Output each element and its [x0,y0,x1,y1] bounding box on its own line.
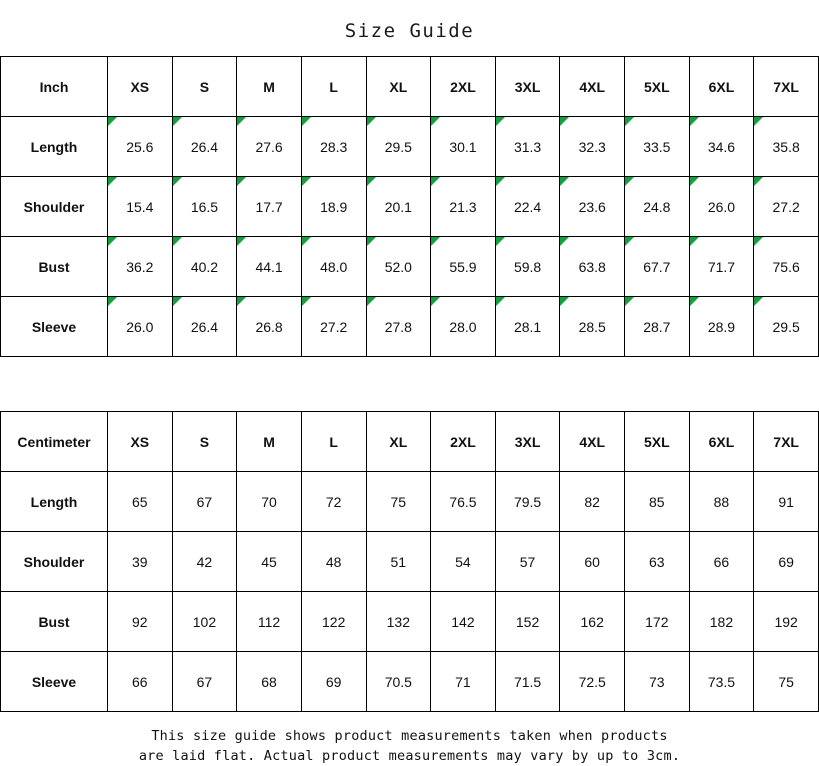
cell-sleeve-l-cm: 69 [301,652,366,712]
cell-sleeve-m-cm: 68 [237,652,302,712]
cell-sleeve-3xl-cm: 71.5 [495,652,560,712]
cell-shoulder-6xl: 26.0 [689,177,754,237]
cell-length-2xl-cm: 76.5 [431,472,496,532]
cell-sleeve-2xl: 28.0 [431,297,496,357]
table-row [1,177,819,237]
cell-bust-6xl: 71.7 [689,237,754,297]
cell-length-3xl-cm: 79.5 [495,472,560,532]
size-col-xs-cm: XS [108,412,173,472]
cell-length-xs: 25.6 [108,117,173,177]
cell-bust-7xl: 75.6 [754,237,819,297]
table-row [1,237,819,297]
table-row [1,117,819,177]
row-label-length-cm: Length [1,472,108,532]
size-col-3xl-cm: 3XL [495,412,560,472]
cell-length-7xl: 35.8 [754,117,819,177]
cell-sleeve-2xl-cm: 71 [431,652,496,712]
size-col-l: L [301,57,366,117]
cell-shoulder-5xl-cm: 63 [625,532,690,592]
cell-bust-m: 44.1 [237,237,302,297]
cell-shoulder-xs: 15.4 [108,177,173,237]
row-label-sleeve-cm: Sleeve [1,652,108,712]
cell-sleeve-s: 26.4 [172,297,237,357]
cell-bust-s-cm: 102 [172,592,237,652]
cell-length-4xl: 32.3 [560,117,625,177]
cell-length-l: 28.3 [301,117,366,177]
row-label-shoulder-cm: Shoulder [1,532,108,592]
size-col-2xl-cm: 2XL [431,412,496,472]
cell-shoulder-s: 16.5 [172,177,237,237]
cell-shoulder-3xl-cm: 57 [495,532,560,592]
cell-sleeve-m: 26.8 [237,297,302,357]
cell-length-4xl-cm: 82 [560,472,625,532]
cell-bust-2xl: 55.9 [431,237,496,297]
table-separator [0,357,819,411]
cell-sleeve-l: 27.2 [301,297,366,357]
size-col-2xl: 2XL [431,57,496,117]
cell-sleeve-4xl-cm: 72.5 [560,652,625,712]
size-col-l-cm: L [301,412,366,472]
size-col-xl-cm: XL [366,412,431,472]
cell-shoulder-xl: 20.1 [366,177,431,237]
cell-sleeve-s-cm: 67 [172,652,237,712]
cell-sleeve-4xl: 28.5 [560,297,625,357]
cell-length-s-cm: 67 [172,472,237,532]
size-col-xs: XS [108,57,173,117]
page-title: Size Guide [344,20,475,42]
cell-bust-4xl: 63.8 [560,237,625,297]
size-guide-note [0,712,819,766]
cell-shoulder-xl-cm: 51 [366,532,431,592]
cell-sleeve-6xl: 28.9 [689,297,754,357]
size-col-6xl: 6XL [689,57,754,117]
unit-label-inch: Inch [1,57,108,117]
cell-length-m: 27.6 [237,117,302,177]
cell-shoulder-m: 17.7 [237,177,302,237]
size-tables [0,56,819,712]
cell-sleeve-xs: 26.0 [108,297,173,357]
cell-bust-xl: 52.0 [366,237,431,297]
cell-length-5xl-cm: 85 [625,472,690,532]
size-col-5xl: 5XL [625,57,690,117]
cell-length-s: 26.4 [172,117,237,177]
row-label-bust-cm: Bust [1,592,108,652]
table-row [1,592,819,652]
table-row [1,652,819,712]
size-col-3xl: 3XL [495,57,560,117]
cell-shoulder-6xl-cm: 66 [689,532,754,592]
size-col-4xl-cm: 4XL [560,412,625,472]
cell-sleeve-3xl: 28.1 [495,297,560,357]
size-col-xl: XL [366,57,431,117]
cell-bust-3xl-cm: 152 [495,592,560,652]
size-table-centimeter [0,411,819,712]
cell-length-m-cm: 70 [237,472,302,532]
cell-shoulder-l-cm: 48 [301,532,366,592]
cell-length-xl: 29.5 [366,117,431,177]
cell-bust-xl-cm: 132 [366,592,431,652]
cell-sleeve-5xl-cm: 73 [625,652,690,712]
cell-bust-l: 48.0 [301,237,366,297]
cell-bust-7xl-cm: 192 [754,592,819,652]
cell-length-xl-cm: 75 [366,472,431,532]
size-col-m: M [237,57,302,117]
cell-shoulder-xs-cm: 39 [108,532,173,592]
row-label-length-inch: Length [1,117,108,177]
cell-length-l-cm: 72 [301,472,366,532]
row-label-shoulder-inch: Shoulder [1,177,108,237]
size-col-7xl: 7XL [754,57,819,117]
size-col-5xl-cm: 5XL [625,412,690,472]
cell-shoulder-4xl-cm: 60 [560,532,625,592]
cell-shoulder-2xl-cm: 54 [431,532,496,592]
cell-length-6xl-cm: 88 [689,472,754,532]
cell-shoulder-3xl: 22.4 [495,177,560,237]
unit-label-centimeter: Centimeter [1,412,108,472]
cell-bust-5xl-cm: 172 [625,592,690,652]
cell-bust-3xl: 59.8 [495,237,560,297]
cell-length-6xl: 34.6 [689,117,754,177]
cell-bust-xs-cm: 92 [108,592,173,652]
table-header-row [1,412,819,472]
cell-shoulder-7xl-cm: 69 [754,532,819,592]
cell-length-3xl: 31.3 [495,117,560,177]
cell-sleeve-7xl-cm: 75 [754,652,819,712]
cell-length-7xl-cm: 91 [754,472,819,532]
size-col-7xl-cm: 7XL [754,412,819,472]
cell-bust-4xl-cm: 162 [560,592,625,652]
cell-bust-xs: 36.2 [108,237,173,297]
row-label-sleeve-inch: Sleeve [1,297,108,357]
cell-bust-6xl-cm: 182 [689,592,754,652]
size-col-4xl: 4XL [560,57,625,117]
size-table-inch [0,56,819,357]
cell-sleeve-6xl-cm: 73.5 [689,652,754,712]
cell-sleeve-xl-cm: 70.5 [366,652,431,712]
cell-bust-2xl-cm: 142 [431,592,496,652]
table-row [1,297,819,357]
cell-length-2xl: 30.1 [431,117,496,177]
cell-length-5xl: 33.5 [625,117,690,177]
cell-sleeve-xs-cm: 66 [108,652,173,712]
cell-length-xs-cm: 65 [108,472,173,532]
row-label-bust-inch: Bust [1,237,108,297]
cell-sleeve-7xl: 29.5 [754,297,819,357]
size-col-s-cm: S [172,412,237,472]
cell-bust-s: 40.2 [172,237,237,297]
cell-shoulder-2xl: 21.3 [431,177,496,237]
cell-shoulder-l: 18.9 [301,177,366,237]
size-col-m-cm: M [237,412,302,472]
cell-shoulder-5xl: 24.8 [625,177,690,237]
size-col-6xl-cm: 6XL [689,412,754,472]
cell-bust-5xl: 67.7 [625,237,690,297]
cell-sleeve-xl: 27.8 [366,297,431,357]
note-line-1: This size guide shows product measurements taken when products [151,728,668,744]
table-header-row [1,57,819,117]
cell-bust-m-cm: 112 [237,592,302,652]
cell-shoulder-7xl: 27.2 [754,177,819,237]
cell-bust-l-cm: 122 [301,592,366,652]
table-row [1,472,819,532]
note-line-2: are laid flat. Actual product measurements may vary by up to 3cm. [138,748,681,764]
cell-shoulder-m-cm: 45 [237,532,302,592]
size-col-s: S [172,57,237,117]
cell-sleeve-5xl: 28.7 [625,297,690,357]
cell-shoulder-4xl: 23.6 [560,177,625,237]
table-row [1,532,819,592]
cell-shoulder-s-cm: 42 [172,532,237,592]
